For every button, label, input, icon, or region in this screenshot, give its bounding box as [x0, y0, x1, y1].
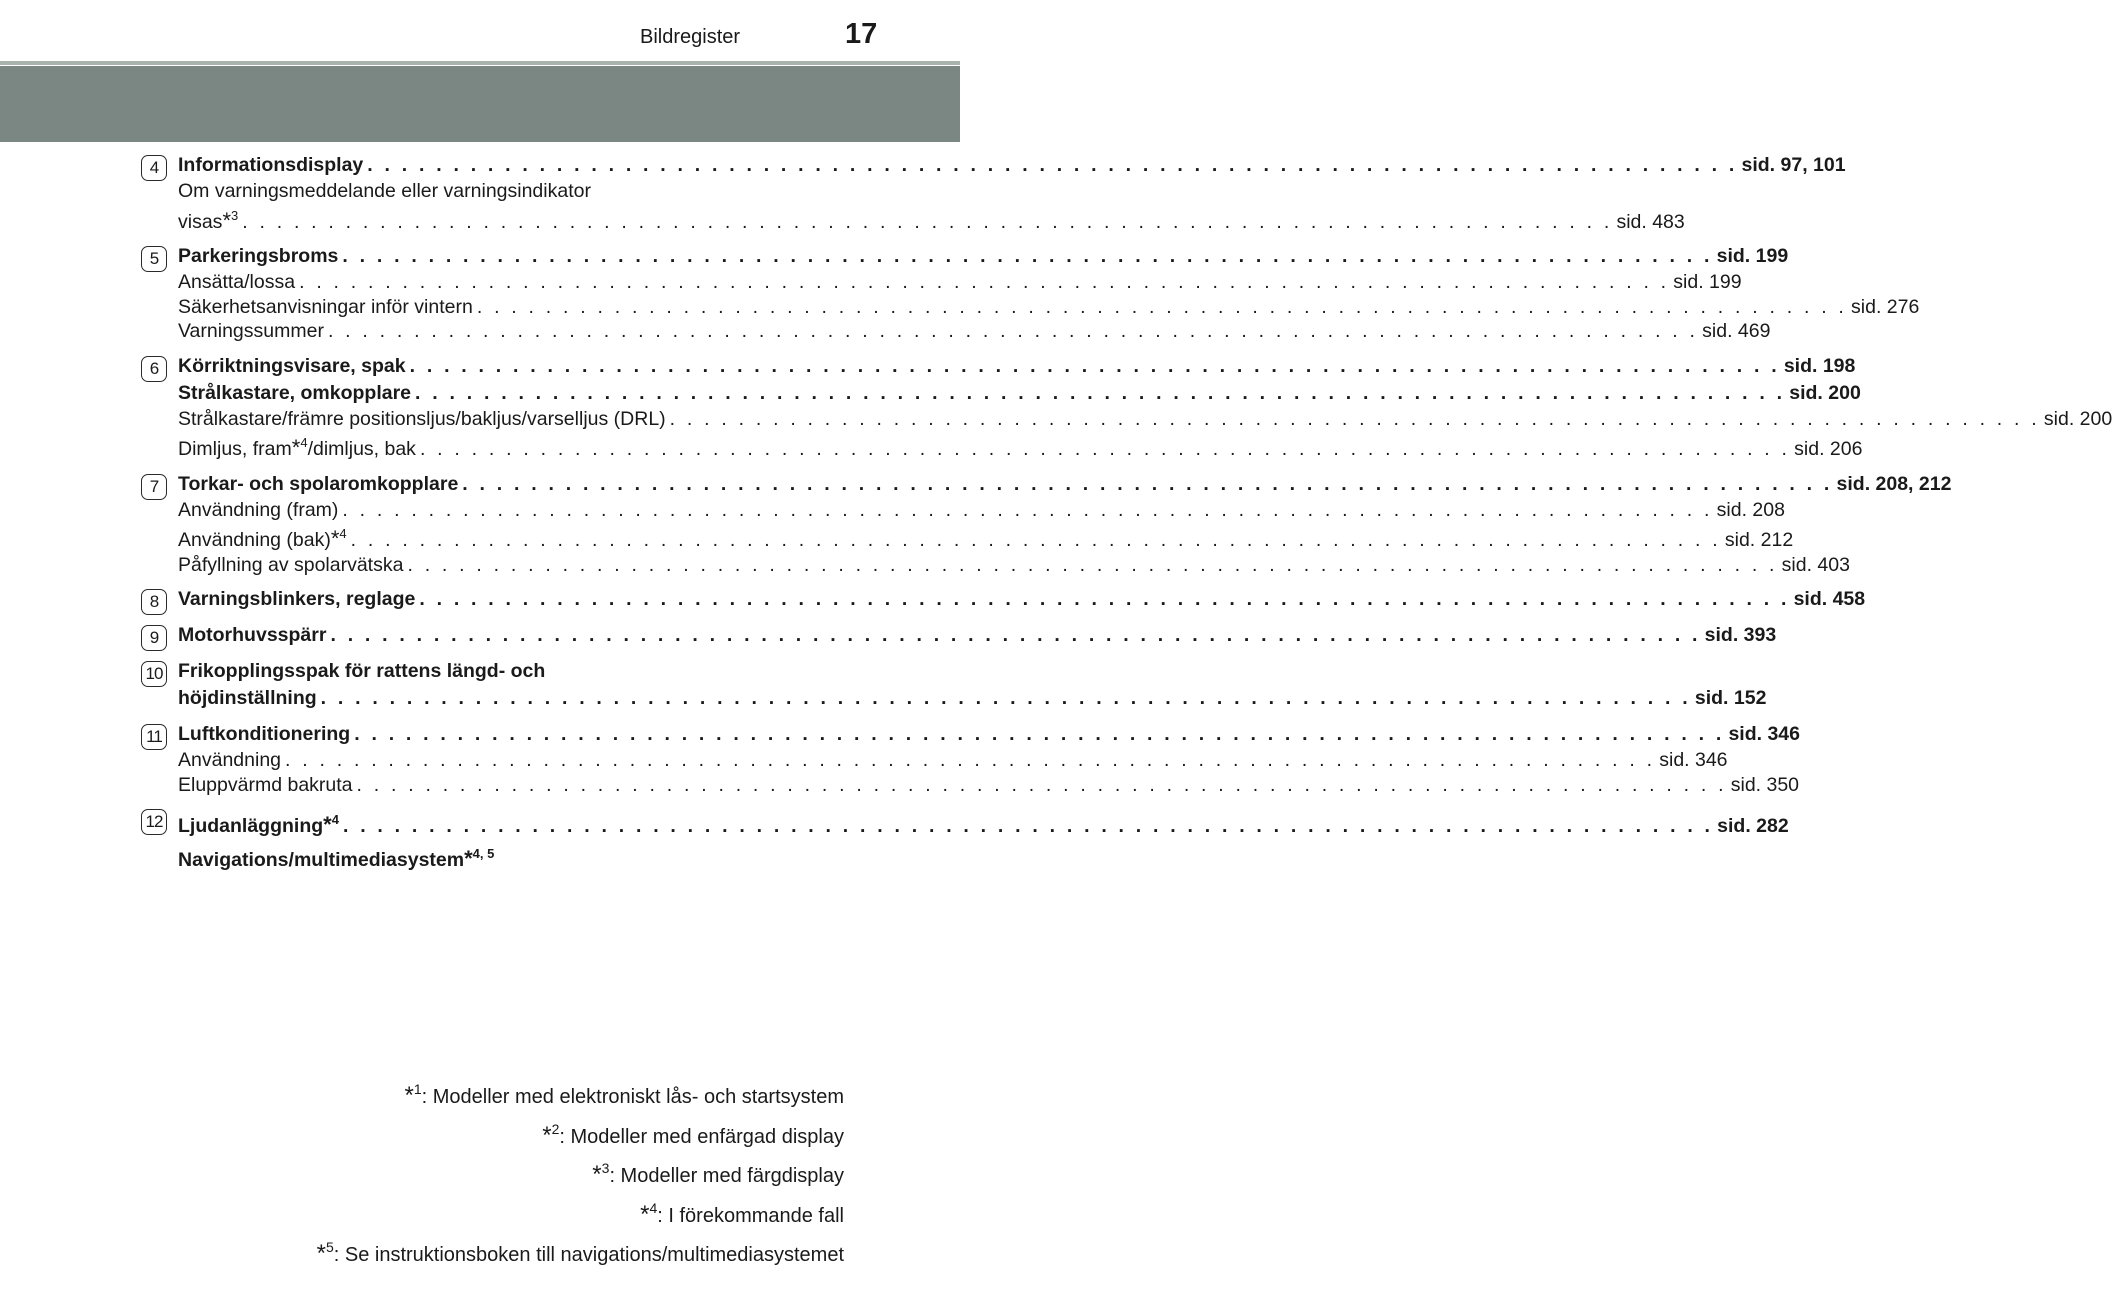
dot-leader: . . . . . . . . . . . . . . . . . . . . . . . . . . . . . . . . . . . . . . . . . . . . . . . . . . . . . . . . . . . . . . . . . . . . . . . . . . . . . . . .: [320, 687, 1691, 709]
entry-label: [178, 553, 403, 578]
entry-label: [178, 748, 281, 773]
entry-label: [178, 152, 363, 179]
footnote-text: : I förekommande fall: [657, 1204, 844, 1227]
dot-leader: . . . . . . . . . . . . . . . . . . . . . . . . . . . . . . . . . . . . . . . . . . . . . . . . . . . . . . . . . . . . . . . . . . . . . . . . . . . . . . . .: [419, 588, 1790, 610]
section-number-badge: 8: [141, 589, 167, 615]
footnote-text: : Modeller med elektroniskt lås- och startsystem: [421, 1086, 844, 1108]
entry-text: Navigations/multimediasystem: [178, 849, 465, 871]
dot-leader: . . . . . . . . . . . . . . . . . . . . . . . . . . . . . . . . . . . . . . . . . . . . . . . . . . . . . . . . . . . . . . . . . . . . . . . . . . . . . . . .: [356, 773, 1727, 796]
entry-text: Dimljus, fram: [178, 438, 292, 460]
entry-label: [178, 773, 353, 798]
footnote-text: : Se instruktionsboken till navigations/multimediasystemet: [333, 1244, 844, 1266]
index-entry: [178, 270, 1742, 295]
entry-text: Frikopplingsspak för rattens längd- och: [178, 660, 546, 682]
section-number-badge: 4: [141, 155, 167, 181]
entry-text: Säkerhetsanvisningar inför vintern: [178, 295, 473, 318]
page-reference: sid. 200: [1789, 381, 1861, 404]
index-entry: [178, 622, 1777, 649]
page-header: [0, 0, 960, 60]
index-entry: [178, 685, 1767, 712]
dot-leader: . . . . . . . . . . . . . . . . . . . . . . . . . . . . . . . . . . . . . . . . . . . . . . . . . . . . . . . . . . . . . . . . . . . . . . . . . . . . . . . .: [367, 154, 1738, 176]
dot-leader: . . . . . . . . . . . . . . . . . . . . . . . . . . . . . . . . . . . . . . . . . . . . . . . . . . . . . . . . . . . . . . . . . . . . . . . . . . . . . . . .: [354, 723, 1725, 745]
header-rule: [0, 61, 960, 65]
footnote-number: 4: [649, 1199, 658, 1216]
index-entry: [178, 721, 1800, 748]
index-entry: [178, 522, 1794, 553]
page-reference: sid. 282: [1717, 815, 1789, 837]
footnote-row: [317, 1114, 844, 1154]
entry-text: Ansätta/lossa: [178, 271, 296, 293]
page-reference: sid. 346: [1728, 723, 1800, 745]
page-reference: sid. 393: [1704, 624, 1777, 646]
entry-label: [178, 407, 666, 432]
entry-text: visas: [178, 210, 223, 233]
entry-text: Torkar- och spolaromkopplare: [178, 472, 459, 495]
page-reference: sid. 458: [1793, 588, 1866, 610]
index-section: [0, 586, 1866, 613]
dot-leader: . . . . . . . . . . . . . . . . . . . . . . . . . . . . . . . . . . . . . . . . . . . . . . . . . . . . . . . . . . . . . . . . . . . . . . . . . . . . . . . .: [409, 354, 1780, 377]
entry-text: Användning (fram): [178, 498, 339, 521]
dot-leader: . . . . . . . . . . . . . . . . . . . . . . . . . . . . . . . . . . . . . . . . . . . . . . . . . . . . . . . . . . . . . . . . . . . . . . . . . . . . . . . .: [342, 498, 1713, 521]
entry-text: Parkeringsbroms: [178, 245, 339, 267]
footnote-mark: *: [291, 435, 301, 460]
dot-leader: . . . . . . . . . . . . . . . . . . . . . . . . . . . . . . . . . . . . . . . . . . . . . . . . . . . . . . . . . . . . . . . . . . . . . . . . . . . . . . . .: [285, 749, 1656, 771]
page-reference: sid. 199: [1673, 271, 1742, 293]
index-section: [0, 471, 1952, 578]
dot-leader: . . . . . . . . . . . . . . . . . . . . . . . . . . . . . . . . . . . . . . . . . . . . . . . . . . . . . . . . . . . . . . . . . . . . . . . . . . . . . . . .: [330, 624, 1701, 646]
entry-text: Användning (bak): [178, 529, 331, 551]
entry-label: [178, 660, 545, 682]
entry-text: Motorhuvsspärr: [178, 624, 327, 646]
footnote-number: 5: [325, 1239, 334, 1255]
entry-label: [178, 685, 317, 712]
entry-text: Luftkonditionering: [178, 723, 351, 745]
index-section: [0, 658, 1767, 712]
index-content: [0, 152, 2112, 883]
dot-leader: . . . . . . . . . . . . . . . . . . . . . . . . . . . . . . . . . . . . . . . . . . . . . . . . . . . . . . . . . . . . . . . . . . . . . . . . . . . . . . . .: [327, 320, 1699, 342]
section-number-badge: 9: [141, 625, 167, 651]
section-number-badge: 10: [141, 661, 167, 687]
index-entry: [178, 204, 1685, 235]
dot-leader: . . . . . . . . . . . . . . . . . . . . . . . . . . . . . . . . . . . . . . . . . . . . . . . . . . . . . . . . . . . . . . . . . . . . . . . . . . . . . . . .: [342, 815, 1714, 837]
page-reference: sid. 208: [1716, 498, 1785, 521]
section-number-badge: 7: [141, 474, 167, 500]
entry-text-continued: /dimljus, bak: [307, 438, 416, 460]
index-entry: [178, 498, 1785, 523]
footnote-ref: 4: [339, 526, 347, 541]
index-section: [0, 243, 1920, 344]
header-title: Bildregister: [640, 26, 741, 48]
dot-leader: . . . . . . . . . . . . . . . . . . . . . . . . . . . . . . . . . . . . . . . . . . . . . . . . . . . . . . . . . . . . . . . . . . . . . . . . . . . . . . . .: [419, 438, 1791, 460]
index-entry: [178, 840, 810, 874]
entry-text: Om varningsmeddelande eller varningsindikator: [178, 180, 591, 202]
footnote-text: : Modeller med färgdisplay: [609, 1165, 844, 1187]
entry-label: [178, 721, 350, 748]
dot-leader: . . . . . . . . . . . . . . . . . . . . . . . . . . . . . . . . . . . . . . . . . . . . . . . . . . . . . . . . . . . . . . . . . . . . . . . . . . . . . . . .: [476, 295, 1848, 318]
footnote-row: [317, 1074, 844, 1114]
entry-text: Ljudanläggning: [178, 815, 324, 837]
footnote-mark: *: [222, 207, 231, 233]
index-entry: [178, 806, 1789, 840]
footnote-row: [317, 1193, 844, 1233]
entry-label: [178, 180, 591, 202]
entry-label: [178, 270, 295, 295]
index-entry: [178, 471, 1952, 498]
index-entry: [178, 295, 1920, 320]
footnote-number: 3: [601, 1160, 610, 1176]
index-entry: [178, 243, 1789, 270]
index-entry: [178, 179, 810, 204]
index-section: [0, 152, 1846, 234]
index-entry: [178, 553, 1850, 578]
section-number-badge: 6: [141, 356, 167, 382]
index-entry: [178, 152, 1846, 179]
index-entry: [178, 380, 1861, 407]
page-reference: sid. 199: [1716, 245, 1789, 267]
entry-text: Eluppvärmd bakruta: [178, 773, 353, 796]
entry-label: [178, 353, 406, 380]
page-reference: sid. 403: [1781, 553, 1850, 576]
entry-label: [178, 586, 415, 613]
index-entry: [178, 748, 1728, 773]
entry-label: [178, 243, 338, 270]
entry-label: [178, 471, 458, 498]
page-reference: sid. 483: [1616, 210, 1685, 233]
footnote-mark: *: [592, 1161, 602, 1188]
footnote-mark: *: [542, 1121, 552, 1149]
section-number-badge: 12: [141, 809, 167, 835]
page-reference: sid. 212: [1724, 529, 1794, 551]
dot-leader: . . . . . . . . . . . . . . . . . . . . . . . . . . . . . . . . . . . . . . . . . . . . . . . . . . . . . . . . . . . . . . . . . . . . . . . . . . . . . . . .: [350, 529, 1721, 551]
dot-leader: . . . . . . . . . . . . . . . . . . . . . . . . . . . . . . . . . . . . . . . . . . . . . . . . . . . . . . . . . . . . . . . . . . . . . . . . . . . . . . . .: [299, 271, 1670, 293]
footnote-text: : Modeller med enfärgad display: [559, 1125, 844, 1148]
footnote-mark: *: [323, 812, 332, 837]
page-reference: sid. 200: [2043, 407, 2112, 430]
page-reference: sid. 350: [1730, 773, 1800, 796]
footnote-mark: *: [404, 1082, 414, 1109]
entry-label: [178, 846, 495, 871]
page-reference: sid. 346: [1659, 749, 1728, 771]
header-band: [0, 66, 960, 142]
entry-text: höjdinställning: [178, 687, 317, 709]
entry-label: [178, 431, 416, 462]
entry-text: Strålkastare/främre positionsljus/bakljus/varselljus (DRL): [178, 407, 666, 430]
dot-leader: . . . . . . . . . . . . . . . . . . . . . . . . . . . . . . . . . . . . . . . . . . . . . . . . . . . . . . . . . . . . . . . . . . . . . . . . . . . . . . . .: [669, 407, 2040, 430]
entry-text: Informationsdisplay: [178, 154, 364, 176]
entry-text: Användning: [178, 749, 282, 771]
index-entry: [178, 319, 1771, 344]
page-reference: sid. 97, 101: [1741, 154, 1846, 176]
footnote-row: [317, 1153, 844, 1193]
entry-label: [178, 522, 347, 553]
section-number-badge: 5: [141, 246, 167, 272]
entry-text: Varningsblinkers, reglage: [178, 588, 416, 610]
footnote-mark: *: [640, 1200, 650, 1228]
footnote-number: 1: [413, 1081, 422, 1097]
entry-label: [178, 622, 326, 649]
footnote-mark: *: [464, 846, 473, 871]
section-number-badge: 11: [141, 724, 167, 750]
entry-label: [178, 380, 411, 407]
index-section: [0, 721, 1800, 797]
index-entry: [178, 353, 1856, 380]
index-section: [0, 353, 2112, 462]
page-reference: sid. 152: [1694, 687, 1767, 709]
index-section: [0, 622, 1777, 649]
footnote-number: 2: [551, 1120, 560, 1137]
page-number: 17: [845, 18, 878, 50]
dot-leader: . . . . . . . . . . . . . . . . . . . . . . . . . . . . . . . . . . . . . . . . . . . . . . . . . . . . . . . . . . . . . . . . . . . . . . . . . . . . . . . .: [342, 245, 1713, 267]
entry-label: [178, 806, 339, 840]
dot-leader: . . . . . . . . . . . . . . . . . . . . . . . . . . . . . . . . . . . . . . . . . . . . . . . . . . . . . . . . . . . . . . . . . . . . . . . . . . . . . . . .: [415, 381, 1786, 404]
index-entry: [178, 773, 1800, 798]
entry-label: [178, 319, 324, 344]
page-reference: sid. 469: [1702, 320, 1771, 342]
entry-text: Varningssummer: [178, 320, 324, 342]
page-reference: sid. 276: [1851, 295, 1920, 318]
entry-label: [178, 204, 238, 235]
index-section: [0, 806, 1789, 874]
index-entry: [178, 407, 2112, 432]
entry-text: Körriktningsvisare, spak: [178, 354, 406, 377]
page-reference: sid. 208, 212: [1836, 472, 1952, 495]
page-reference: sid. 206: [1794, 438, 1863, 460]
footnote-ref: 4: [331, 812, 339, 827]
footnote-ref: 4, 5: [472, 846, 495, 861]
footnote-mark: *: [330, 526, 340, 551]
entry-label: [178, 295, 473, 320]
footnotes: [317, 1074, 844, 1272]
entry-label: [178, 498, 338, 523]
entry-text: Strålkastare, omkopplare: [178, 381, 412, 404]
page-reference: sid. 198: [1783, 354, 1856, 377]
footnote-ref: 3: [231, 207, 239, 223]
index-entry: [178, 431, 1863, 462]
index-entry: [178, 586, 1866, 613]
footnote-ref: 4: [300, 435, 308, 450]
index-entry: [178, 658, 810, 685]
entry-text: Påfyllning av spolarvätska: [178, 553, 404, 576]
footnote-row: [317, 1232, 844, 1272]
dot-leader: . . . . . . . . . . . . . . . . . . . . . . . . . . . . . . . . . . . . . . . . . . . . . . . . . . . . . . . . . . . . . . . . . . . . . . . . . . . . . . . .: [242, 210, 1613, 233]
footnote-mark: *: [316, 1240, 326, 1267]
dot-leader: . . . . . . . . . . . . . . . . . . . . . . . . . . . . . . . . . . . . . . . . . . . . . . . . . . . . . . . . . . . . . . . . . . . . . . . . . . . . . . . .: [462, 472, 1833, 495]
dot-leader: . . . . . . . . . . . . . . . . . . . . . . . . . . . . . . . . . . . . . . . . . . . . . . . . . . . . . . . . . . . . . . . . . . . . . . . . . . . . . . . .: [407, 553, 1778, 576]
